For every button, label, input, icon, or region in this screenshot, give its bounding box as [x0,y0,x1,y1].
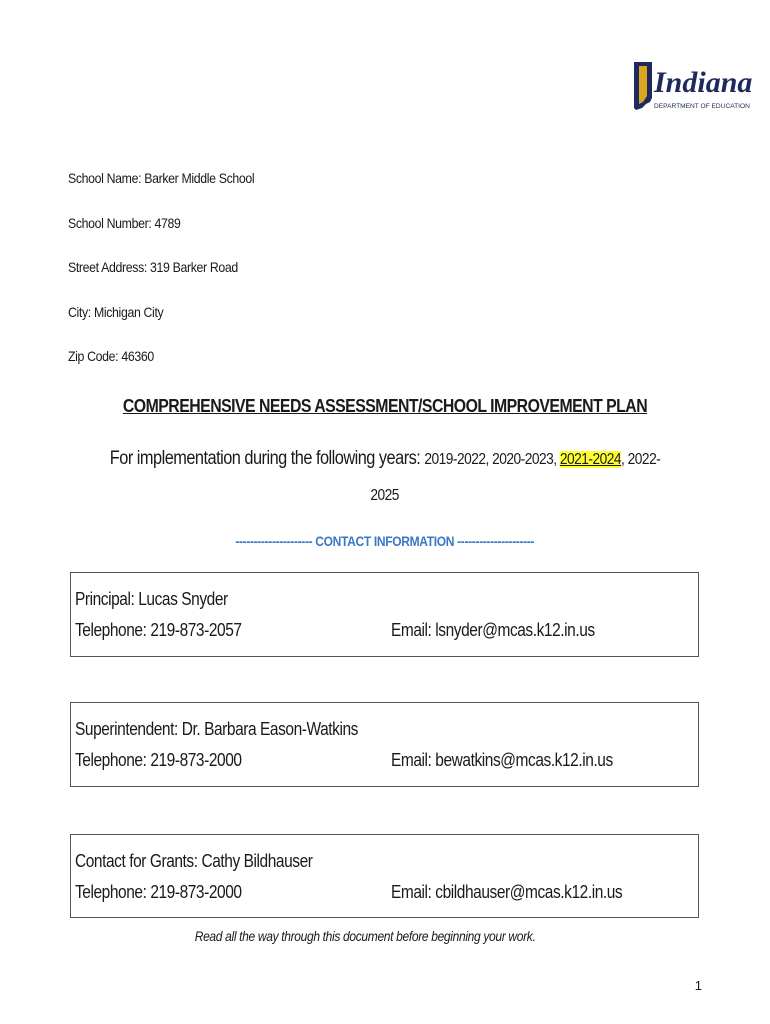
contact-box-principal [70,572,699,657]
contact-information-header [0,533,770,549]
contact-telephone: Telephone: 219-873-2057 [75,620,242,640]
zip-code: Zip Code: 46360 [68,348,154,364]
contact-box-grants [70,834,699,918]
contact-telephone: Telephone: 219-873-2000 [75,882,242,902]
implementation-prefix: For implementation during the following years: [109,448,425,469]
contact-telephone: Telephone: 219-873-2000 [75,750,242,770]
street-address: Street Address: 319 Barker Road [68,259,238,275]
school-number: School Number: 4789 [68,215,181,231]
contact-email: Email: lsnyder@mcas.k12.in.us [391,620,595,640]
implementation-years-line-1 [0,448,770,470]
contact-name: Principal: Lucas Snyder [75,589,228,609]
highlighted-year: 2021-2024 [559,451,622,468]
contact-box-superintendent [70,702,699,787]
instruction-note-text: Read all the way through this document before beginning your work. [194,928,536,944]
years-after: , 2022- [621,451,661,468]
contact-email: Email: bewatkins@mcas.k12.in.us [391,750,613,770]
contact-header-text: --------------------- CONTACT INFORMATION --------------------- [235,533,535,549]
implementation-years-line-2 [0,484,770,506]
indiana-doe-logo [630,58,753,114]
instruction-note [0,928,730,944]
years-line-2: 2025 [370,487,400,504]
city: City: Michigan City [68,304,164,320]
school-name: School Name: Barker Middle School [68,170,255,186]
years-before: 2019-2022, 2020-2023, [424,451,560,468]
logo-subtext: DEPARTMENT OF EDUCATION [654,103,750,110]
document-title: COMPREHENSIVE NEEDS ASSESSMENT/SCHOOL IMPROVEMENT PLAN [122,396,648,416]
contact-name: Contact for Grants: Cathy Bildhauser [75,851,313,871]
contact-email: Email: cbildhauser@mcas.k12.in.us [391,882,623,902]
page-number: 1 [694,978,702,993]
logo-wordmark: Indiana [654,66,753,99]
contact-name: Superintendent: Dr. Barbara Eason-Watkins [75,719,358,739]
